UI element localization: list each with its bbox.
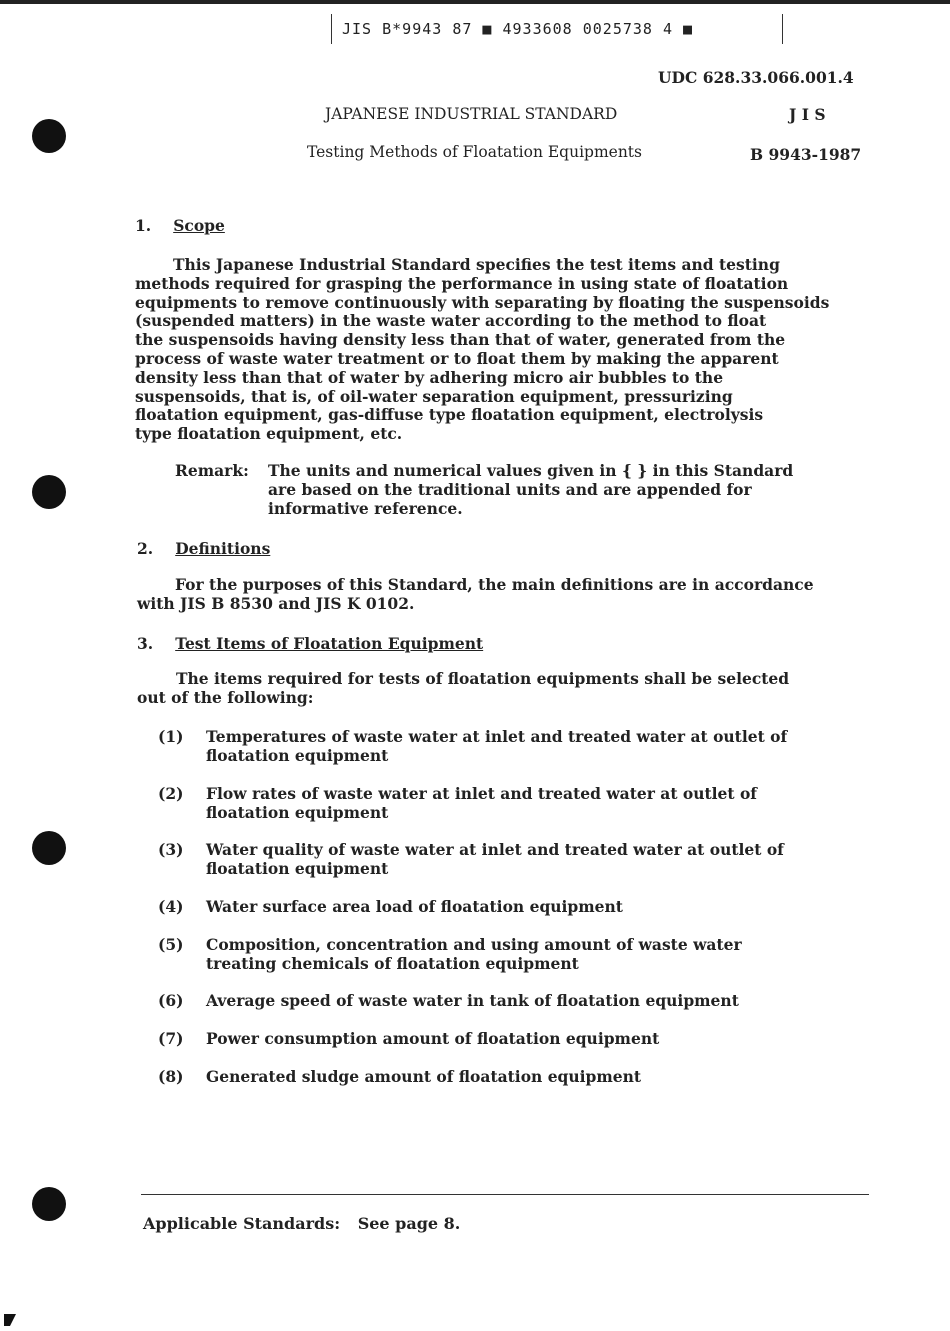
list-item — [158, 935, 742, 973]
text-line: Flow rates of waste water at inlet and treated water at outlet of — [206, 784, 757, 803]
item-number: (7) — [158, 1029, 184, 1048]
text-line: density less than that of water by adhering micro air bubbles to the — [135, 367, 724, 387]
text-line: Water surface area load of floatation equipment — [206, 897, 623, 916]
text-line: floatation equipment — [206, 803, 389, 822]
udc-code: UDC 628.33.066.001.4 — [658, 68, 854, 87]
definitions-paragraph — [137, 576, 814, 614]
footer-reference: See page 8. — [357, 1214, 461, 1233]
test-items-intro — [137, 670, 789, 708]
standard-number: B 9943-1987 — [750, 145, 862, 164]
text-line: with JIS B 8530 and JIS K 0102. — [137, 593, 415, 613]
section-title: Scope — [173, 216, 225, 235]
section-heading-definitions — [137, 539, 270, 558]
text-line: This Japanese Industrial Standard specifies the test items and testing — [173, 255, 780, 274]
jis-mark: J I S — [789, 105, 826, 124]
text-line: the suspensoids having density less than that of water, generated from the — [135, 330, 786, 350]
text-line: floatation equipment, gas-diffuse type floatation equipment, electrolysis — [135, 405, 764, 425]
text-line: The units and numerical values given in { } in this Standard — [268, 461, 794, 480]
footer-divider — [141, 1194, 869, 1195]
punch-hole — [32, 475, 66, 509]
item-number: (3) — [158, 840, 184, 859]
section-title: Test Items of Floatation Equipment — [175, 634, 484, 653]
punch-hole — [32, 1187, 66, 1221]
item-number: (5) — [158, 935, 184, 954]
scope-paragraph — [135, 256, 829, 444]
text-line: informative reference. — [268, 498, 463, 518]
text-line: For the purposes of this Standard, the main definitions are in accordance — [175, 575, 814, 594]
text-line: type floatation equipment, etc. — [135, 424, 403, 444]
text-line: Average speed of waste water in tank of floatation equipment — [206, 991, 739, 1010]
barcode-strip: JIS B*9943 87 ■ 4933608 0025738 4 ■ — [331, 14, 783, 44]
standard-organization: JAPANESE INDUSTRIAL STANDARD — [325, 105, 618, 123]
text-line: Composition, concentration and using amount of waste water — [206, 935, 742, 954]
list-item — [158, 840, 784, 878]
section-title: Definitions — [175, 539, 271, 558]
section-number: 3. — [137, 634, 154, 653]
remark-label: Remark: — [175, 461, 249, 480]
footer-label: Applicable Standards: — [143, 1214, 341, 1233]
list-item — [158, 1067, 641, 1086]
list-item — [158, 897, 623, 916]
list-item — [158, 784, 757, 822]
text-line: (suspended matters) in the waste water according to the method to float — [135, 311, 767, 331]
item-number: (1) — [158, 727, 184, 746]
punch-hole — [32, 119, 66, 153]
text-line: Generated sludge amount of floatation equipment — [206, 1067, 642, 1086]
section-number: 1. — [135, 216, 152, 235]
punch-hole — [32, 831, 66, 865]
section-heading-test-items — [137, 634, 483, 653]
item-number: (4) — [158, 897, 184, 916]
remark-text — [268, 462, 793, 518]
item-number: (8) — [158, 1067, 184, 1086]
text-line: floatation equipment — [206, 859, 389, 878]
text-line: Water quality of waste water at inlet and treated water at outlet of — [206, 840, 784, 859]
text-line: treating chemicals of floatation equipment — [206, 954, 579, 973]
list-item — [158, 991, 739, 1010]
item-number: (6) — [158, 991, 184, 1010]
item-number: (2) — [158, 784, 184, 803]
section-heading-scope — [135, 216, 225, 235]
list-item — [158, 1029, 659, 1048]
text-line: The items required for tests of floatation equipments shall be selected — [176, 669, 790, 688]
text-line: are based on the traditional units and are appended for — [268, 479, 752, 499]
document-title: Testing Methods of Floatation Equipments — [307, 143, 642, 161]
text-line: out of the following: — [137, 687, 314, 707]
list-item — [158, 727, 787, 765]
text-line: process of waste water treatment or to float them by making the apparent — [135, 348, 779, 368]
text-line: suspensoids, that is, of oil-water separation equipment, pressurizing — [135, 386, 733, 406]
text-line: floatation equipment — [206, 746, 389, 765]
footer-note — [143, 1215, 460, 1234]
text-line: Temperatures of waste water at inlet and treated water at outlet of — [206, 727, 788, 746]
text-line: equipments to remove continuously with separating by floating the suspensoids — [135, 292, 830, 312]
top-edge-line — [0, 0, 950, 4]
text-line: Power consumption amount of floatation equipment — [206, 1029, 660, 1048]
section-number: 2. — [137, 539, 154, 558]
text-line: methods required for grasping the performance in using state of floatation — [135, 273, 789, 293]
corner-mark — [4, 1314, 16, 1326]
